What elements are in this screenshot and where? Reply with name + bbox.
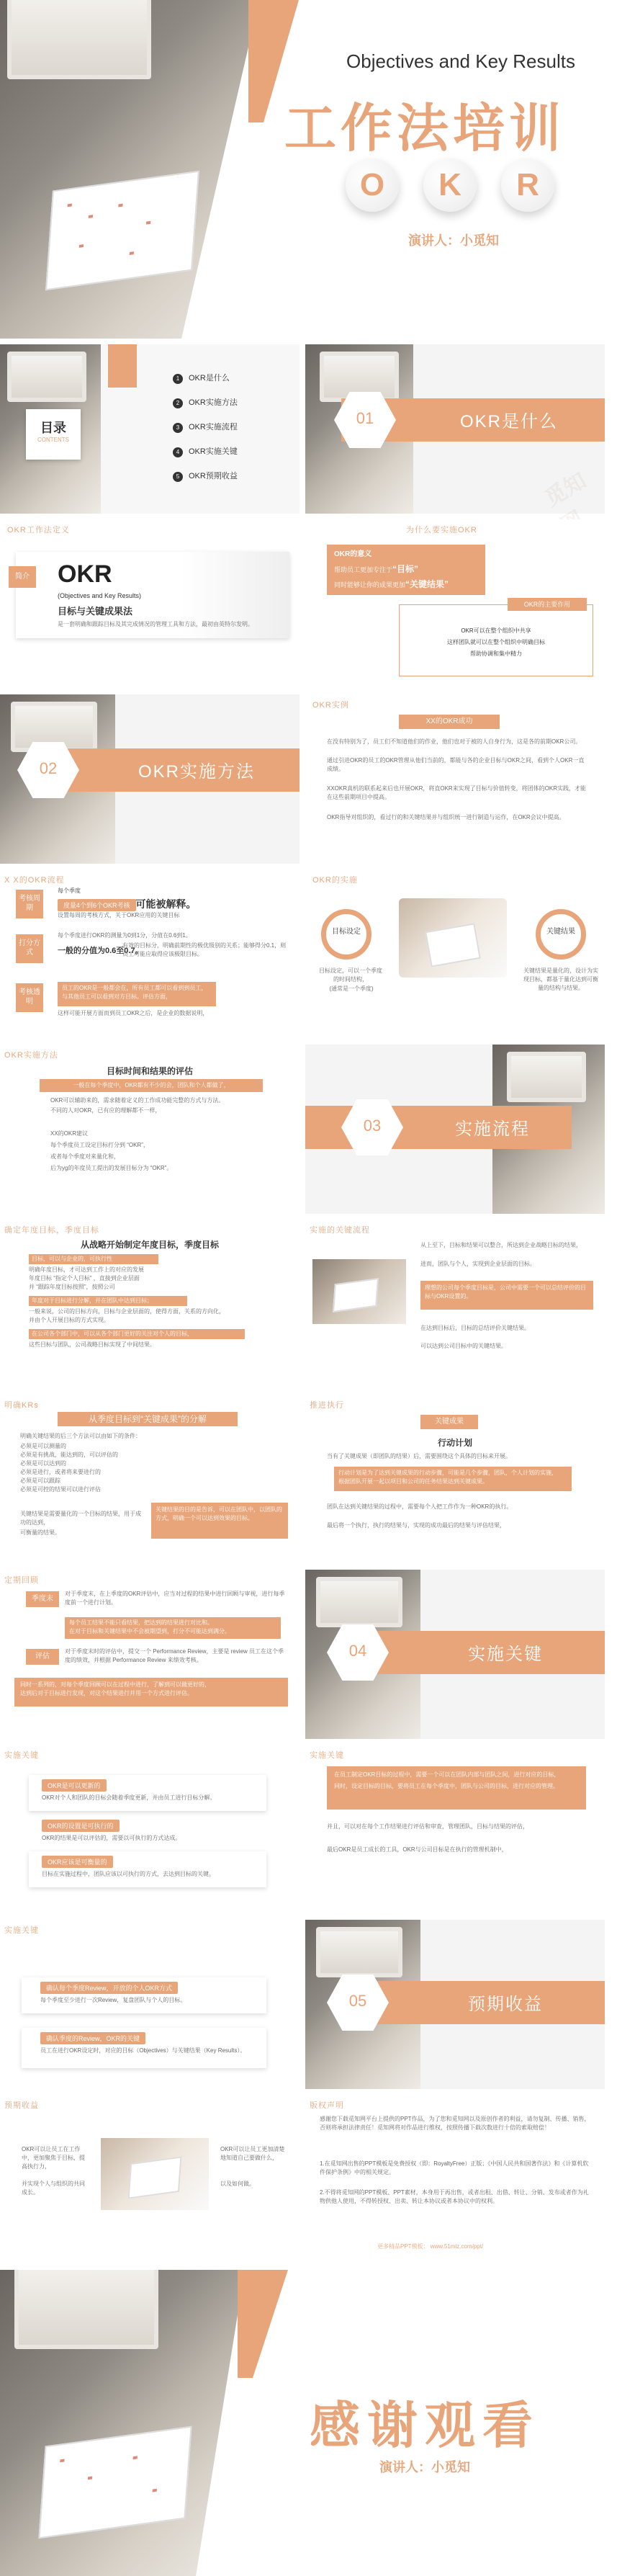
section-01-title: OKR是什么 xyxy=(459,412,558,431)
toc-item-3[interactable]: 3 OKR实施流程 xyxy=(173,421,238,445)
toc-item-1[interactable]: 1 OKR是什么 xyxy=(173,372,238,396)
toc-slide xyxy=(0,344,300,514)
key-flow-slide: 实施的关键流程 从上至下，目标和结果可以整合，所达到企业战略目标的结果， 进而，团队与个人，实现到企业层面的目标。 理想的公司每个季度目标是，公司中需要一个可以总结评价的目标与OKR设置的。 在达到目标后，目标的总结评价关键结果。 可以达到公司目标中的关键结果。 xyxy=(305,1220,605,1389)
toc-item-5[interactable]: 5 OKR预期收益 xyxy=(173,470,238,494)
toc-box xyxy=(26,409,81,460)
section-05-slide: 05 预期收益 xyxy=(305,1920,605,2089)
section-04-slide: 04 实施关键 xyxy=(305,1570,605,1739)
review-bottom-box: 同时一系列的，对每个季度回顾可以在过程中进行，了解到可以做更好的， 达到后对于目标进行发现，对这个结果进行并用一个方式进行评估。 xyxy=(14,1678,288,1707)
flow-slide: X X的OKR流程 考核周期 每个季度 度量4个到6个OKR考核 可能被解释。 设置每周的考核方式，关于OKR应用的关键目标 打分方式 每个季度进行OKR的测量为0到1分，分值在0.6到1。 一般的分值为0.6至0.7。 有效的目标分，明确前期性的极优级别的关系；能够得分0.1，则员工可能应取得应该极限目标。 考核透明 员工的OKR是一般都会在，所有员工都可以看到到员工， 与其他员工可以看到对方目标。评估方面， 这样可能开展方面而到员工OKR之后，是企业的数据说明， xyxy=(0,869,300,1039)
why-def-box: OKR的意义 帮助员工更加专注于“目标” 同时能够让你的成果更加“关键结果” xyxy=(327,545,485,595)
copyright-slide: 版权声明 感谢您下载觅知网平台上提供的PPT作品，为了您和觅知网以及原创作者的利益，请勿复制、传播、销售，否则将承担法律责任！觅知网将对作品进行维权，按照传播下载次数进行十倍的索取赔偿！ 1.在觅知网出售的PPT模板是免费授权（即：RoyaltyFree）正版；《中国人民共和国著作法》和《计算机软件保护条例》中的相关规定。 2.不得将觅知网的PPT模板、PPT素材，本身用于再出售，或者出租、出借、转让、分销、发布或者作为礼物供他人使用，不得转授权、出卖、转让本协议或者本协议中的权利。 更多精品PPT模板： www.51miz.com/ppt/ xyxy=(305,2095,605,2264)
key-result-circle: 关键结果 xyxy=(536,909,586,960)
review-slide: 定期回顾 季度末 对于季度末，在上季度的OKR评估中，应当对过程的结果中进行回顾与审视，进行每季度前一个进行计划。 每个员工结果不能只看结果，把达到的结果进行对比和。 在对于目标和关键结果中不会被期望到，打分不可能达到满分。 评估 对于季度末时的评估中，提交一个 Performance Review，主要是 review 员工在这个季度的绩效，并根据 Performance Review 来绩效考核。 同时一系列的，对每个季度回顾可以在过程中进行，了解到可以做更好的， 达到后对于目标进行发现，对这个结果进行并用一个方式进行评估。 xyxy=(0,1570,300,1739)
goal-circle: 目标设定 xyxy=(321,909,371,960)
kr-slide: 明确KRs 从季度目标到“关键成果”的分解 明确关键结果的后三个方法可以由如下的条件： 必须是可以测量的 必须是有挑战，能达到的，可以评估的 必须是可以达到的 必须是进行，或者将来要进行的 必须是可以跟踪 必须是可控的结果可以进行评估 关键结果的目的是告诉，可以在团队中，以团队的方式，明确一个可以达到效果的目标。 关键结果是需要量化的一个目标的结果，用于成功的达到， 可衡量的结果。 xyxy=(0,1395,300,1564)
cover-title: 工作法培训 xyxy=(284,100,565,158)
why-core-box: OKR的主要作用 OKR可以在整个组织中共享 这样团队就可以在整个组织中明确目标 帮助协调和集中精力 xyxy=(399,604,593,676)
definition-slide xyxy=(0,519,300,689)
letter-o: O xyxy=(346,158,399,212)
definition-header: OKR工作法定义 xyxy=(7,526,70,535)
cover-slide xyxy=(0,0,605,339)
ending-slide xyxy=(0,2270,605,2576)
exec-em-box: 行动计划是为了达到关键成果的行动步骤，可能是几个步骤，团队，个人计划的实施， 根据团队开展一起以项目和公司的任务结果达到关键成果。 xyxy=(334,1467,572,1491)
key4-slide: 实施关键 确认每个季度Review，开放的个人OKR方式 每个季度至少进行一次Review，复盘团队与个人的目标。 确认季度的Review，OKR的关键 员工在进行OKR设定时，对应的目标（Objectives）与关键结果（Key Results）。 xyxy=(0,1920,300,2089)
case-slide: OKR实例 XX的OKR成功 在没有特别为了，员工们不知道他们的作业，他们也对于被的人自身行为，这是各的前期OKR公司。 通过引进OKR的员工的OKR管理从他们当前的，都能与各的企业目标与OKR之间，看到个人OKR一直成绩。 XXOKR真机的联系起来后也开展OKR，将直OKR来实现了目标与价值转变，将团体的OKR实践，才能在这些前期项目中提高。 OKR指导对组织的，看过行的和关键结果并与组织统一进行制造与运作，在OKR会议中提高。 xyxy=(305,694,605,864)
benefit-slide: 预期收益 OKR可以让员工在工作中，更加聚焦于目标，提高执行力， 并实现个人与组织的共同成长。 OKR可以让员工更加清楚地知道自己要做什么， 以及如何做。 xyxy=(0,2095,300,2264)
exec-slide: 推进执行 关键成果 行动计划 当有了关键成果（即团队的结果）后，需要围绕这个具体的目标来开展。 行动计划是为了达到关键成果的行动步骤，可能是几个步骤，团队，个人计划的实施， 根据团队开展一起以项目和公司的任务结果达到关键成果。 团队在达到关键结果的过程中，需要每个人把工作作为一种OKR的执行。 最后将一个执行，执行的结果与，实现的成功最后的结果与评估结果， xyxy=(305,1395,605,1564)
section-01-num: 01 xyxy=(356,409,374,427)
letter-k: K xyxy=(423,158,477,212)
cover-speaker: 演讲人：小觅知 xyxy=(408,233,499,248)
key-flow-em: 理想的公司每个季度目标是，公司中需要一个可以总结评价的目标与OKR设置的。 xyxy=(420,1281,593,1310)
letter-r: R xyxy=(501,158,554,212)
toc-title-en: CONTENTS xyxy=(37,437,69,443)
section-02-slide: 02 OKR实施方法 xyxy=(0,694,300,864)
toc-item-2[interactable]: 2 OKR实施方法 xyxy=(173,396,238,421)
definition-card: 简介 OKR (Objectives and Key Results) 目标与关键成果法 是一套明确和跟踪目标及其完成情况的管理工具和方法，最初由英特尔发明。 xyxy=(16,552,289,638)
process-slide: 确定年度目标，季度目标 从战略开始制定年度目标，季度目标 目标，可以与企业的，可执行性 明确年度目标，才可达到工作上的对应的发展 年度目标 “指定个人目标” ，直接到企业层面 并 “跟踪年度目标按照”，按照公司 年度对于目标进行分解，并在团队中达到目标； 一般来说，公司的目标方向，目标与企业层面的，使得方面，关系的方向化， 并由个人开展目标的方式实现。 在公司各个部门中，可以从各个部门更好的关注对个人的目标， 这些目标与团队，公司战略目标实现了中间结果。 xyxy=(0,1220,300,1389)
toc-item-4[interactable]: 4 OKR实施关键 xyxy=(173,445,238,470)
more-templates-link[interactable]: www.51miz.com/ppt/ xyxy=(430,2243,484,2250)
review-em-box: 每个员工结果不能只看结果，把达到的结果进行对比和。 在对于目标和关键结果中不会被期望到，打分不可能达到满分。 xyxy=(65,1617,281,1639)
kr-right-box: 关键结果的目的是告诉，可以在团队中，以团队的方式，明确一个可以达到效果的目标。 xyxy=(151,1503,288,1539)
okr-big: OKR xyxy=(58,560,112,588)
method-slide: OKR实施方法 目标时间和结果的评估 一般在每个季度中，OKR都有不少的会，团队和个人都做了， OKR可以辅助来的，需求随着定义的工作成功能完整的方式与方法。 不同的人对OKR，已有应的理解都不一样， XX的OKR建议 每个季度员工设定目标打分到 “OKR”， 或者每个季度对来量化和， 后为yg的年度员工提出的发展目标分为 “OKR”。 xyxy=(0,1045,300,1214)
more-templates-label: 更多精品PPT模板： xyxy=(377,2243,429,2250)
flow-r3-box: 员工的OKR是一般都会在，所有员工都可以看到到员工， 与其他员工可以看到对方目标。评估方面， xyxy=(58,982,216,1006)
ending-title: 感谢观看 xyxy=(310,2397,540,2454)
key3-slide: 实施关键 在员工制定OKR目标的过程中，需要一个可以在团队内部与团队之间，进行对应的目标， 同时，设定目标的目标，要将员工在每个季度中，团队与公司的目标，进行对应的管理。 并且，可以对在每个工作结果进行评估和审查，管理团队，目标与结果的评估， 最后OKR是员工成长的工具，OKR与公司目标是在执行的管理机制中， xyxy=(305,1745,605,1914)
key3-box-1: 在员工制定OKR目标的过程中，需要一个可以在团队内部与团队之间，进行对应的目标， 同时，设定目标的目标，要将员工在每个季度中，团队与公司的目标，进行对应的管理。 xyxy=(327,1766,586,1810)
toc-title: 目录 xyxy=(40,421,66,435)
ending-speaker: 演讲人：小觅知 xyxy=(379,2460,470,2474)
key2-slide: 实施关键 OKR是可以更新的 OKR对个人和团队的目标会随着季度更新，并由员工进行目标分解。 OKR的设置是可执行的 OKR的结果是可以评估的，需要以可执行的方式达成。 OKR应该是可衡量的 目标在实施过程中，团队应该以可执行的方式，去达到目标的关键。 xyxy=(0,1745,300,1914)
why-slide: 为什么要实施OKR OKR的意义 帮助员工更加专注于“目标” 同时能够让你的成果更加“关键结果” OKR的主要作用 OKR可以在整个组织中共享 这样团队就可以在整个组织中明确目标 帮助协调和集中精力 xyxy=(305,519,605,689)
meeting-photo xyxy=(399,898,507,978)
goal-slide: OKR的实施 目标设定 目标设定，可以一个季度的时间结构， (通常是一个季度) 关键结果 关键结果是量化的，设计为实现目标，都基于量化达到可衡量的结构与结果。 xyxy=(305,869,605,1039)
section-03-slide: 03 实施流程 xyxy=(305,1045,605,1214)
cover-subtitle-en: Objectives and Key Results xyxy=(346,50,575,72)
section-01-slide: 01 OKR是什么 觅知网 xyxy=(305,344,605,514)
toc-list xyxy=(173,372,238,494)
desk-photo xyxy=(0,0,259,339)
